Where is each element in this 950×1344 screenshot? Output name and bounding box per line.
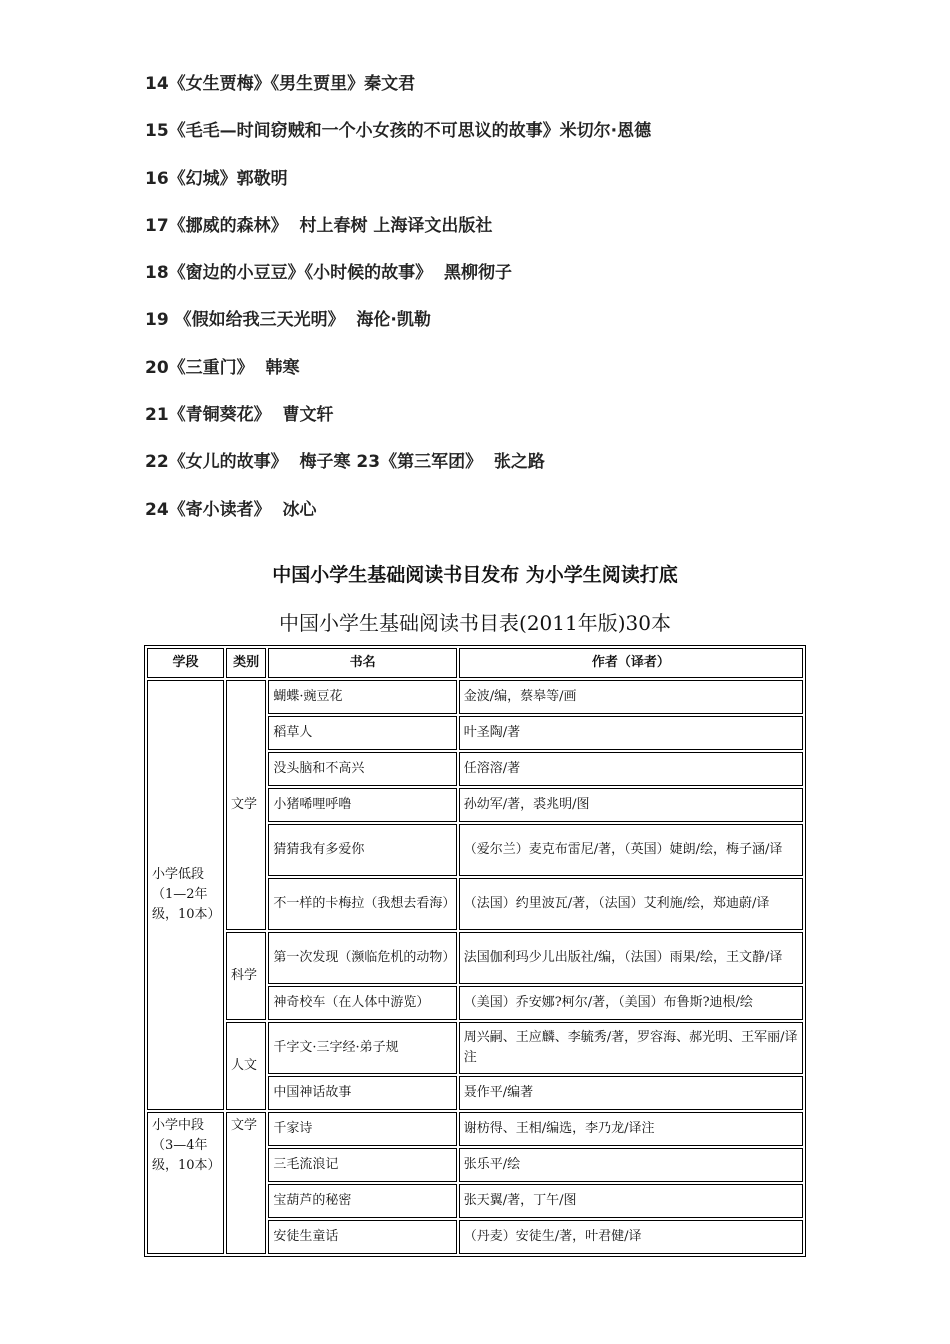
header-stage: 学段 (147, 648, 224, 678)
book-author: （法国）约里波瓦/著，（法国）艾利施/绘，郑迪蔚/译 (459, 878, 803, 930)
book-author: 谢枋得、王相/编选，李乃龙/译注 (459, 1112, 803, 1146)
reading-list (145, 72, 845, 545)
book-title: 小猪唏哩呼噜 (268, 788, 456, 822)
category-cell: 人文 (226, 1022, 266, 1110)
book-title: 神奇校车（在人体中游览） (268, 986, 456, 1020)
book-title: 没头脑和不高兴 (268, 752, 456, 786)
list-item: 19 《假如给我三天光明》 海伦·凯勒 (145, 310, 431, 331)
book-author: 张乐平/绘 (459, 1148, 803, 1182)
list-item: 14《女生贾梅》《男生贾里》秦文君 (145, 74, 416, 94)
category-cell: 文学 (226, 1112, 266, 1254)
book-title: 蝴蝶·豌豆花 (268, 680, 456, 714)
book-title: 千字文·三字经·弟子规 (268, 1022, 456, 1074)
list-item: 20《三重门》 韩寒 (145, 357, 300, 378)
table-header-row (147, 648, 803, 678)
book-author: 孙幼军/著，裘兆明/图 (459, 788, 803, 822)
headline: 中国小学生基础阅读书目发布 为小学生阅读打底 (272, 564, 678, 586)
list-item: 17《挪威的森林》 村上春树 上海译文出版社 (145, 215, 493, 236)
book-title: 安徒生童话 (268, 1220, 456, 1254)
list-item: 18《窗边的小豆豆》《小时候的故事》 黑柳彻子 (145, 263, 512, 284)
list-item: 24《寄小读者》 冰心 (145, 499, 317, 520)
book-table (144, 645, 806, 1257)
header-category: 类别 (226, 648, 266, 678)
table-row (147, 1022, 803, 1074)
book-author: 张天翼/著，丁午/图 (459, 1184, 803, 1218)
table-row (147, 680, 803, 714)
book-title: 中国神话故事 (268, 1076, 456, 1110)
book-author: （爱尔兰）麦克布雷尼/著，（英国）婕朗/绘，梅子涵/译 (459, 824, 803, 876)
header-author: 作者（译者） (459, 648, 803, 678)
list-item: 15《毛毛—时间窃贼和一个小女孩的不可思议的故事》米切尔·恩德 (145, 121, 652, 142)
book-author: 聂作平/编著 (459, 1076, 803, 1110)
list-item: 22《女儿的故事》 梅子寒 23《第三军团》 张之路 (145, 452, 545, 473)
list-item: 16《幻城》郭敬明 (145, 168, 288, 189)
header-title: 书名 (268, 648, 456, 678)
book-author: （美国）乔安娜?柯尔/著，（美国）布鲁斯?迪根/绘 (459, 986, 803, 1020)
book-author: 法国伽利玛少儿出版社/编，（法国）雨果/绘，王文静/译 (459, 932, 803, 984)
book-title: 千家诗 (268, 1112, 456, 1146)
table-row (147, 1112, 803, 1146)
book-title: 不一样的卡梅拉（我想去看海） (268, 878, 456, 930)
book-title: 第一次发现（濒临危机的动物） (268, 932, 456, 984)
category-cell: 文学 (226, 680, 266, 930)
table-row (147, 932, 803, 984)
book-author: （丹麦）安徒生/著，叶君健/译 (459, 1220, 803, 1254)
list-item: 21《青铜葵花》 曹文轩 (145, 405, 334, 426)
stage-cell: 小学低段（1—2年级，10本） (147, 680, 224, 1110)
book-title: 猜猜我有多爱你 (268, 824, 456, 876)
book-author: 金波/编，蔡皋等/画 (459, 680, 803, 714)
table-title: 中国小学生基础阅读书目表(2011年版)30本 (279, 611, 671, 635)
book-author: 周兴嗣、王应麟、李毓秀/著，罗容海、郝光明、王军丽/译注 (459, 1022, 803, 1074)
book-title: 三毛流浪记 (268, 1148, 456, 1182)
book-title: 宝葫芦的秘密 (268, 1184, 456, 1218)
stage-cell: 小学中段（3—4年级，10本） (147, 1112, 224, 1254)
book-author: 任溶溶/著 (459, 752, 803, 786)
book-title: 稻草人 (268, 716, 456, 750)
category-cell: 科学 (226, 932, 266, 1020)
book-author: 叶圣陶/著 (459, 716, 803, 750)
